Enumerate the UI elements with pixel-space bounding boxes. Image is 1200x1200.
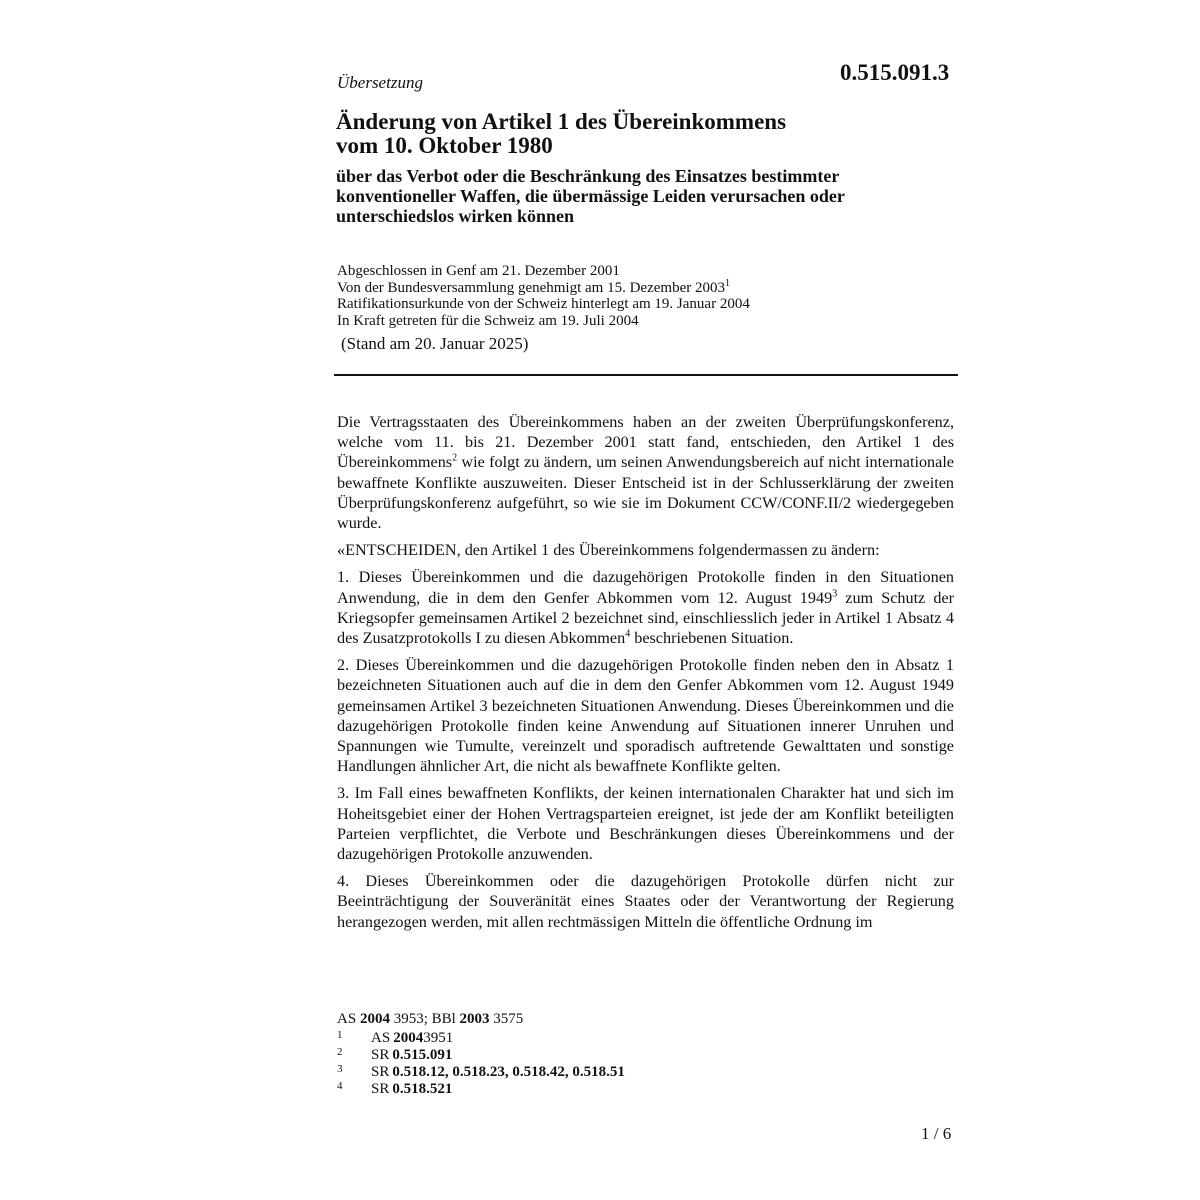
footnote-number: 3 (337, 1063, 343, 1075)
subtitle-line-3: unterschiedslos wirken können (336, 206, 575, 226)
footnote-ref-2: 2 (452, 453, 458, 465)
footnote-ref-bold: 0.515.091 (392, 1047, 453, 1063)
as-prefix: AS (337, 1011, 360, 1027)
footnote-ref-4: 4 (625, 628, 631, 640)
p1-text-c: beschriebenen Situation. (630, 629, 794, 648)
status-date: (Stand am 20. Januar 2025) (341, 334, 529, 353)
header-divider (334, 374, 958, 376)
footnote-ref-bold: 0.518.12, 0.518.23, 0.518.42, 0.518.51 (392, 1064, 625, 1080)
p1-text-a: 1. Dieses Übereinkommen und die dazugehörigen Protokolle finden in den Situationen Anwendung, die in dem den Genfer Abkommen vom 12. August 1949 (337, 568, 954, 607)
paragraph-1 (337, 567, 954, 648)
meta-concluded: Abgeschlossen in Genf am 21. Dezember 2001 (337, 263, 620, 279)
sr-number: 0.515.091.3 (840, 60, 950, 85)
intro-paragraph (337, 412, 954, 533)
intro-text-a: Die Vertragsstaaten des Übereinkommens haben an der zweiten Überprüfungskonferenz, welche vom 11. bis 21. Dezember 2001 statt fand, entschieden, den Artikel 1 des Übereinkommens (337, 413, 954, 472)
meta-in-force: In Kraft getreten für die Schweiz am 19. Juli 2004 (337, 312, 639, 329)
page-number: 1 / 6 (921, 1124, 952, 1143)
main-text (337, 412, 954, 939)
bbl-year: 2003 (459, 1011, 490, 1027)
footnote-ref-3: 3 (832, 588, 838, 600)
as-year: 2004 (359, 1011, 390, 1027)
footnote-ref-1: 1 (724, 277, 730, 289)
document-title (336, 110, 956, 158)
paragraph-2: 2. Dieses Übereinkommen und die dazugehörigen Protokolle finden neben den in Absatz 1 bezeichneten Situationen auch auf die in dem den Genfer Abkommen vom 12. August 1949 gemeinsamen Artikel 3 bezeichneten Situationen Anwendung. Dieses Übereinkommen und die dazugehörigen Protokolle finden keine Anwendung auf Situationen innerer Unruhen und Spannungen wie Tumulte, vereinzelt und sporadisch auftretende Gewalttaten und sonstige Handlungen ähnlicher Art, die nicht als bewaffnete Konflikte gelten. (337, 656, 954, 776)
footnote-4 (337, 1081, 625, 1098)
official-collection-reference (337, 1011, 523, 1028)
translation-label: Übersetzung (337, 73, 423, 92)
footnote-3 (337, 1064, 625, 1081)
metadata-block (337, 263, 957, 329)
subtitle-line-1: über das Verbot oder die Beschränkung des Einsatzes bestimmter (336, 166, 840, 186)
footnote-number: 4 (337, 1080, 343, 1092)
footnote-prefix: AS (371, 1030, 391, 1046)
meta-approved (337, 277, 957, 297)
meta-approved-text: Von der Bundesversammlung genehmigt am 15. Dezember 2003 (337, 279, 725, 296)
decision-paragraph: «ENTSCHEIDEN, den Artikel 1 des Übereinkommens folgendermassen zu ändern: (337, 541, 880, 560)
title-line-2: vom 10. Oktober 1980 (336, 133, 553, 158)
footnote-1 (337, 1030, 625, 1047)
footnote-number: 1 (337, 1029, 343, 1041)
footnotes (337, 1030, 625, 1098)
as-page: 3953; BBl (389, 1011, 460, 1027)
footnote-suffix: 3951 (423, 1030, 454, 1046)
footnote-ref-bold: 0.518.521 (392, 1081, 453, 1097)
p1-text-b: zum Schutz der Kriegsopfer gemeinsamen Artikel 2 bezeichnet sind, einschliesslich jeder in Artikel 1 Absatz 4 des Zusatzprotokolls I zu diesen Abkommen (337, 588, 954, 648)
footnote-ref-bold: 2004 (393, 1030, 424, 1046)
paragraph-4: 4. Dieses Übereinkommen oder die dazugehörigen Protokolle dürfen nicht zur Beeinträchtigung der Souveränität eines Staates oder der Verantwortung der Regierung herangezogen werden, mit allen rechtmässigen Mitteln die öffentliche Ordnung im (337, 872, 954, 931)
footnote-number: 2 (337, 1046, 343, 1058)
bbl-page: 3575 (489, 1011, 524, 1027)
subtitle-line-2: konventioneller Waffen, die übermässige Leiden verursachen oder (336, 186, 845, 206)
title-line-1: Änderung von Artikel 1 des Übereinkommens (336, 109, 787, 134)
document-subtitle (336, 166, 956, 226)
footnote-prefix: SR (371, 1081, 390, 1097)
paragraph-3: 3. Im Fall eines bewaffneten Konflikts, der keinen internationalen Charakter hat und sich im Hoheitsgebiet einer der Hohen Vertragsparteien ereignet, ist jede der am Konflikt beteiligten Parteien verpflichtet, die Verbote und Beschränkungen dieses Übereinkommens und der dazugehörigen Protokolle anzuwenden. (337, 784, 954, 864)
meta-ratification: Ratifikationsurkunde von der Schweiz hinterlegt am 19. Januar 2004 (337, 296, 750, 312)
intro-text-b: wie folgt zu ändern, um seinen Anwendungsbereich auf nicht internationale bewaffnete Konflikte auszuweiten. Dieser Entscheid ist in der Schlusserklärung der zweiten Überprüfungskonferenz aufgeführt, so wie sie im Dokument CCW/CONF.II/2 wiedergegeben wurde. (337, 453, 954, 533)
footnote-prefix: SR (371, 1047, 390, 1063)
footnote-2 (337, 1047, 625, 1064)
footnote-prefix: SR (371, 1064, 390, 1080)
